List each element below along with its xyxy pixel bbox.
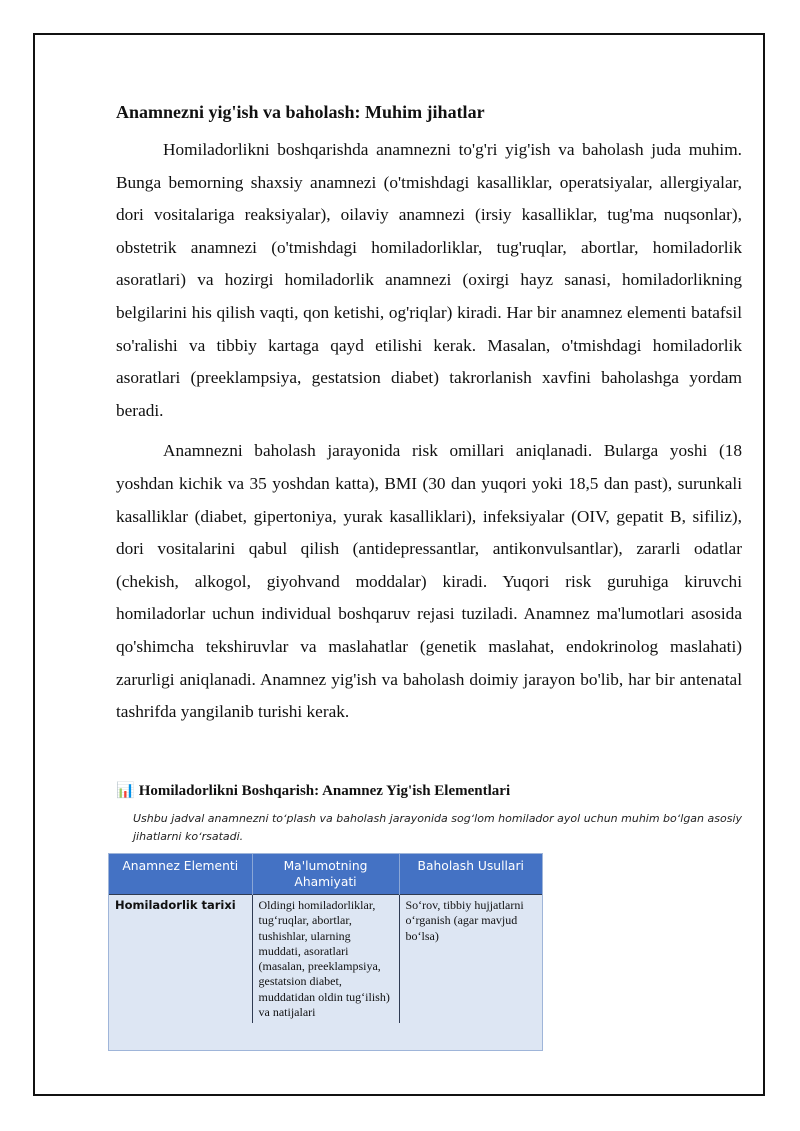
table-header-row — [109, 854, 542, 895]
table-cell: Soʻrov, tibbiy hujjatlarni oʻrganish (agar mavjud boʻlsa) — [399, 895, 542, 1024]
table-cell: Homiladorlik tarixi — [109, 895, 252, 1024]
paragraph-1: Homiladorlikni boshqarishda anamnezni to'g'ri yig'ish va baholash juda muhim. Bunga bemorning shaxsiy anamnezi (o'tmishdagi kasalliklar, operatsiyalar, allergiyalar, dori vositalariga reaksiyalar), oilaviy anamnezi (irsiy kasalliklar, tug'ma nuqsonlar), obstetrik anamnezi (o'tmishdagi homiladorliklar, tug'ruqlar, abortlar, homiladorlik asoratlari) va hozirgi homiladorlik anamnezi (oxirgi hayz sanasi, homiladorlikning belgilarini his qilish vaqti, qon ketishi, og'riqlar) kiradi. Har bir anamnez elementi batafsil so'ralishi va tibbiy kartaga qayd etilishi kerak. Masalan, o'tmishdagi homiladorlik asoratlari (preeklampsiya, gestatsion diabet) takrorlanish xavfini baholashga yordam beradi. — [116, 140, 742, 420]
table-title-text: Homiladorlikni Boshqarish: Anamnez Yig'ish Elementlari — [138, 783, 511, 799]
section-heading: Anamnezni yig'ish va baholash: Muhim jihatlar — [116, 102, 485, 122]
table-cell: Oldingi homiladorliklar, tugʻruqlar, abortlar, tushishlar, ularning muddati, asoratlari (masalan, preeklampsiya, gestatsion diabet, muddatidan oldin tugʻilish) va natijalari — [252, 895, 399, 1024]
table-caption: Ushbu jadval anamnezni toʻplash va baholash jarayonida sogʻlom homilador ayol uchun muhim boʻlgan asosiy jihatlarni koʻrsatadi. — [133, 812, 743, 843]
column-header: Baholash Usullari — [399, 854, 542, 895]
column-header: Ma'lumotning Ahamiyati — [252, 854, 399, 895]
document-body — [116, 98, 742, 729]
paragraph-2: Anamnezni baholash jarayonida risk omillari aniqlanadi. Bularga yoshi (18 yoshdan kichik va 35 yoshdan katta), BMI (30 dan yuqori yoki 18,5 dan past), surunkali kasalliklar (diabet, gipertoniya, yurak kasalliklari), infeksiyalar (OIV, gepatit B, sifiliz), dori vositalarini qabul qilish (antidepressantlar, antikonvulsantlar), zararli odatlar (chekish, alkogol, giyohvand moddalar) kiradi. Yuqori risk guruhiga kiruvchi homiladorlar uchun individual boshqaruv rejasi tuziladi. Anamnez ma'lumotlari asosida qo'shimcha tekshiruvlar va maslahatlar (genetik maslahat, endokrinolog maslahati) zarurligi aniqlanadi. Anamnez yig'ish va baholash doimiy jarayon bo'lib, har bir antenatal tashrifda yangilanib turishi kerak. — [116, 441, 742, 722]
table-title — [116, 781, 510, 801]
table-row — [109, 895, 542, 1024]
column-header: Anamnez Elementi — [109, 854, 252, 895]
data-table — [108, 853, 543, 1051]
bar-chart-icon: 📊 — [116, 783, 135, 799]
